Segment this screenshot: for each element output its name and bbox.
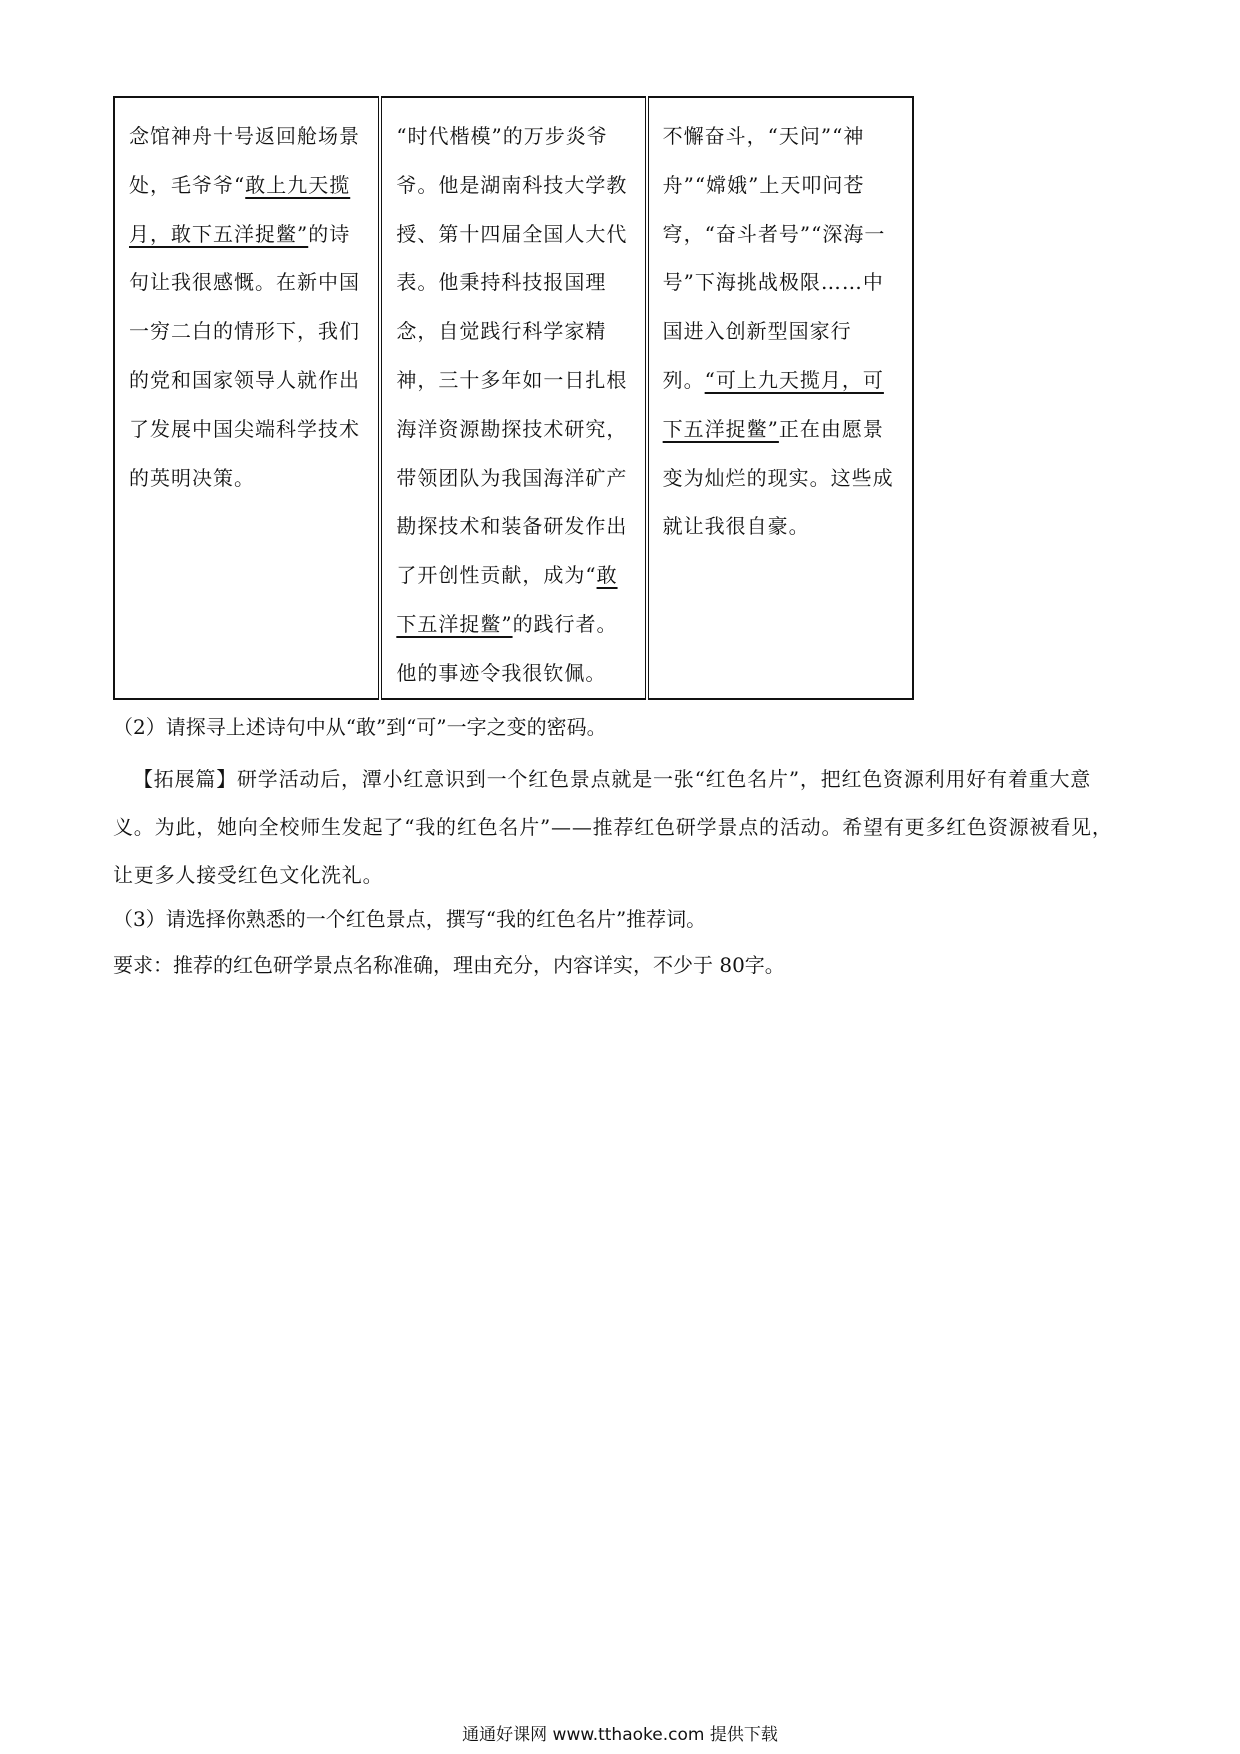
question-3: （3）请选择你熟悉的一个红色景点，撰写“我的红色名片”推荐词。	[113, 907, 707, 931]
cell-3-underlined-poem: “可上九天揽月，可下五洋捉鳖”	[662, 367, 884, 441]
cell-3-text-a: 不懈奋斗，“天问”“神舟”“嫦娥”上天叩问苍穹，“奋斗者号”“深海一号”下海挑战极限……中国进入创新型国家行列。	[662, 124, 886, 392]
table-cell-1	[114, 97, 380, 699]
cell-1-text-a: 念馆神舟十号返回舱场景处，毛爷爷“	[129, 124, 360, 197]
answer-table	[113, 96, 914, 700]
cell-2-underlined-poem: 敢下五洋捉鳖”	[396, 563, 618, 636]
table-cell-2	[380, 97, 646, 699]
expand-section	[113, 755, 1125, 899]
cell-2-text-a: “时代楷模”的万步炎爷爷。他是湖南科技大学教授、第十四届全国人大代表。他秉持科技报国理念，自觉践行科学家精神，三十多年如一日扎根海洋资源勘探技术研究，带领团队为我国海洋矿产勘探技术和装备研发作出了开创性贡献，成为“	[396, 124, 628, 588]
cell-2-text-b: 的践行者。他的事迹令我很钦佩。	[396, 611, 618, 685]
requirement: 要求：推荐的红色研学景点名称准确，理由充分，内容详实，不少于 80字。	[113, 953, 785, 977]
page-footer: 通通好课网 www.tthaoke.com 提供下载	[462, 1725, 778, 1745]
expand-text: 研学活动后，潭小红意识到一个红色景点就是一张“红色名片”，把红色资源利用好有着重大意义。为此，她向全校师生发起了“我的红色名片”——推荐红色研学景点的活动。希望有更多红色资源被看见，让更多人接受红色文化洗礼。	[113, 767, 1113, 887]
cell-1-underlined-poem: 敢上九天揽月，敢下五洋捉鳖”	[129, 172, 351, 246]
question-2: （2）请探寻上述诗句中从“敢”到“可”一字之变的密码。	[113, 715, 607, 739]
cell-1-text-b: 的诗句让我很感慨。在新中国一穷二白的情形下，我们的党和国家领导人就作出了发展中国尖端科学技术的英明决策。	[129, 221, 360, 490]
expand-label: 【拓展篇】	[133, 767, 237, 791]
table-row	[114, 97, 913, 699]
cell-3-text-b: 正在由愿景变为灿烂的现实。这些成就让我很自豪。	[662, 416, 894, 539]
table-cell-3	[647, 97, 913, 699]
